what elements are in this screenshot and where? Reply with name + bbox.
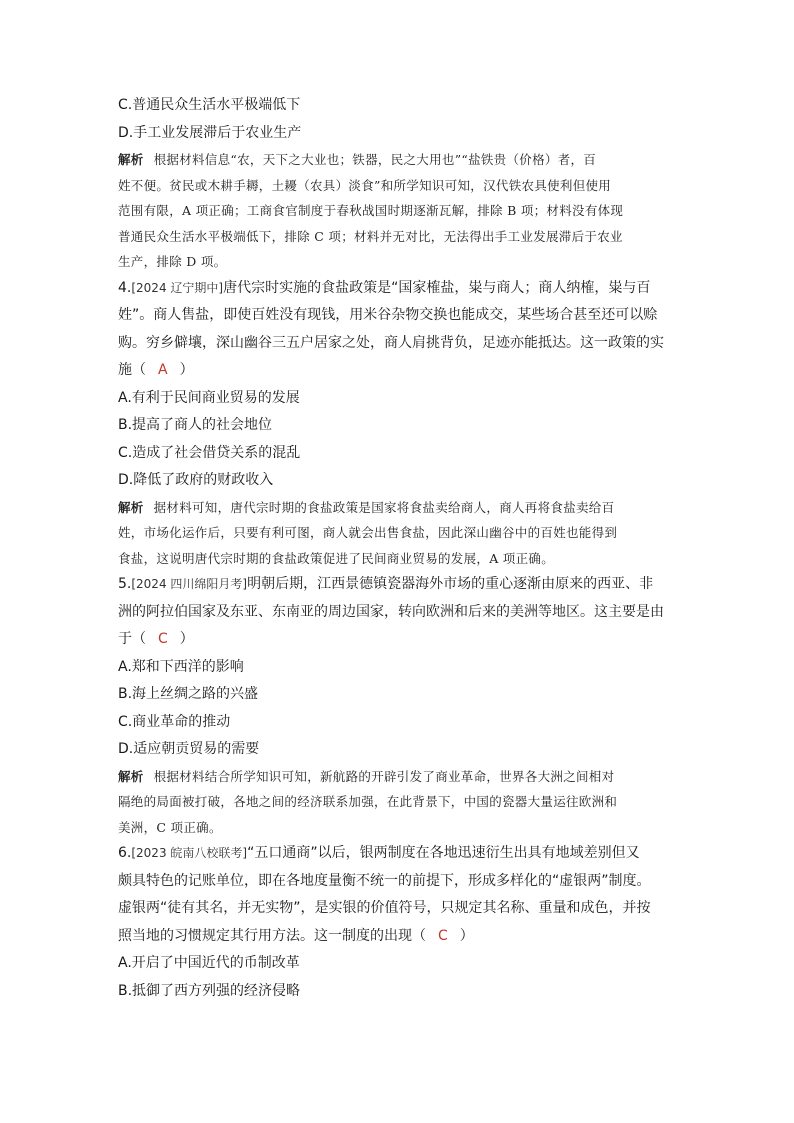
question-source: [2024 四川绵阳月考] <box>131 577 248 591</box>
q4-option-d: D.降低了政府的财政收入 <box>118 472 274 488</box>
q5-option-d: D.适应朝贡贸易的需要 <box>118 741 260 757</box>
q5-analysis-line-2: 隔绝的局面被打破，各地之间的经济联系加强，在此背景下，中国的瓷器大量运往欧洲和 <box>118 794 618 809</box>
q6-answer: C <box>438 927 448 944</box>
q5-stem-line-2: 洲的阿拉伯国家及东亚、东南亚的周边国家，转向欧洲和后来的美洲等地区。这主要是由 <box>118 603 664 620</box>
q5-analysis-line-1: 解析 根据材料结合所学知识可知，新航路的开辟引发了商业革命，世界各大洲之间相对 <box>118 768 615 784</box>
q3-analysis-line-1: 解析 根据材料信息“农，天下之大业也；铁器，民之大用也”“盐铁贵（价格）者，百 <box>118 152 597 167</box>
q4-analysis-line-2: 姓，市场化运作后，只要有利可图，商人就会出售食盐，因此深山幽谷中的百姓也能得到 <box>118 525 618 540</box>
q4-stem-line-1: 4.[2024 辽宁期中]唐代宗时实施的食盐政策是“国家榷盐，粜与商人；商人纳榷，粜与百 <box>118 279 651 296</box>
q6-stem-line-3: 虚银两“徒有其名，并无实物”，是实银的价值符号，只规定其名称、重量和成色，并按 <box>118 900 651 916</box>
q3-option-d: D.手工业发展滞后于农业生产 <box>118 124 302 141</box>
q4-answer: A <box>158 362 168 378</box>
q5-option-a: A.郑和下西洋的影响 <box>118 658 244 675</box>
question-number: 6. <box>118 845 132 861</box>
q5-option-b: B.海上丝绸之路的兴盛 <box>118 686 259 702</box>
q5-analysis-line-3: 美洲，C 项正确。 <box>118 819 222 835</box>
q4-option-c: C.造成了社会借贷关系的混乱 <box>118 444 301 461</box>
question-number: 5. <box>118 576 132 592</box>
q3-analysis-line-2: 姓不便。贫民或木耕手耨，土耰（农具）淡食”和所学知识可知，汉代铁农具使利但使用 <box>118 177 612 193</box>
analysis-tag: 解析 <box>118 152 144 167</box>
question-source: [2024 辽宁期中] <box>131 280 224 295</box>
analysis-tag: 解析 <box>118 768 144 784</box>
q5-answer: C <box>158 631 168 647</box>
q3-option-c: C.普通民众生活水平极端低下 <box>118 97 301 113</box>
q4-stem-line-4: 施（ A ） <box>118 357 680 385</box>
q5-stem-line-1: 5.[2024 四川绵阳月考]明朝后期，江西景德镇瓷器海外市场的重心逐渐由原来的西亚、非 <box>118 576 654 592</box>
q4-analysis-line-1: 解析 据材料可知，唐代宗时期的食盐政策是国家将食盐卖给商人，商人再将食盐卖给百 <box>118 499 615 515</box>
q4-stem-line-2: 姓”。商人售盐，即使百姓没有现钱，用米谷杂物交换也能成交，某些场合甚至还可以赊 <box>118 307 658 323</box>
q4-stem-line-3: 购。穷乡僻壤，深山幽谷三五户居家之处，商人肩挑背负，足迹亦能抵达。这一政策的实 <box>118 334 664 351</box>
q4-option-a: A.有利于民间商业贸易的发展 <box>118 389 300 406</box>
q4-analysis-line-3: 食盐，这说明唐代宗时期的食盐政策促进了民间商业贸易的发展，A 项正确。 <box>118 550 555 566</box>
q6-option-a: A.开启了中国近代的币制改革 <box>118 955 300 971</box>
q3-analysis-line-3: 范围有限，A 项正确；工商食官制度于春秋战国时期逐渐瓦解，排除 B 项；材料没有体现 <box>118 203 624 218</box>
q6-stem-line-2: 颇具特色的记账单位，即在各地度量衡不统一的前提下，形成多样化的“虚银两”制度。 <box>118 872 651 889</box>
q6-stem-line-1: 6.[2023 皖南八校联考]“五口通商”以后，银两制度在各地迅速衍生出具有地域差别但又 <box>118 845 640 861</box>
question-number: 4. <box>118 279 132 296</box>
question-source: [2023 皖南八校联考] <box>131 846 248 860</box>
q3-analysis-line-4: 普通民众生活水平极端低下，排除 C 项；材料并无对比，无法得出手工业发展滞后于农业 <box>118 228 623 244</box>
q5-stem-line-3: 于（ C ） <box>118 626 680 654</box>
document-page <box>118 92 680 1005</box>
q4-option-b: B.提高了商人的社会地位 <box>118 417 273 433</box>
q5-option-c: C.商业革命的推动 <box>118 713 231 730</box>
q6-stem-line-4: 照当地的习惯规定其行用方法。这一制度的出现（ C ） <box>118 923 680 951</box>
q3-analysis-line-5: 生产，排除 D 项。 <box>118 254 227 269</box>
analysis-tag: 解析 <box>118 499 144 515</box>
q6-option-b: B.抵御了西方列强的经济侵略 <box>118 982 301 999</box>
